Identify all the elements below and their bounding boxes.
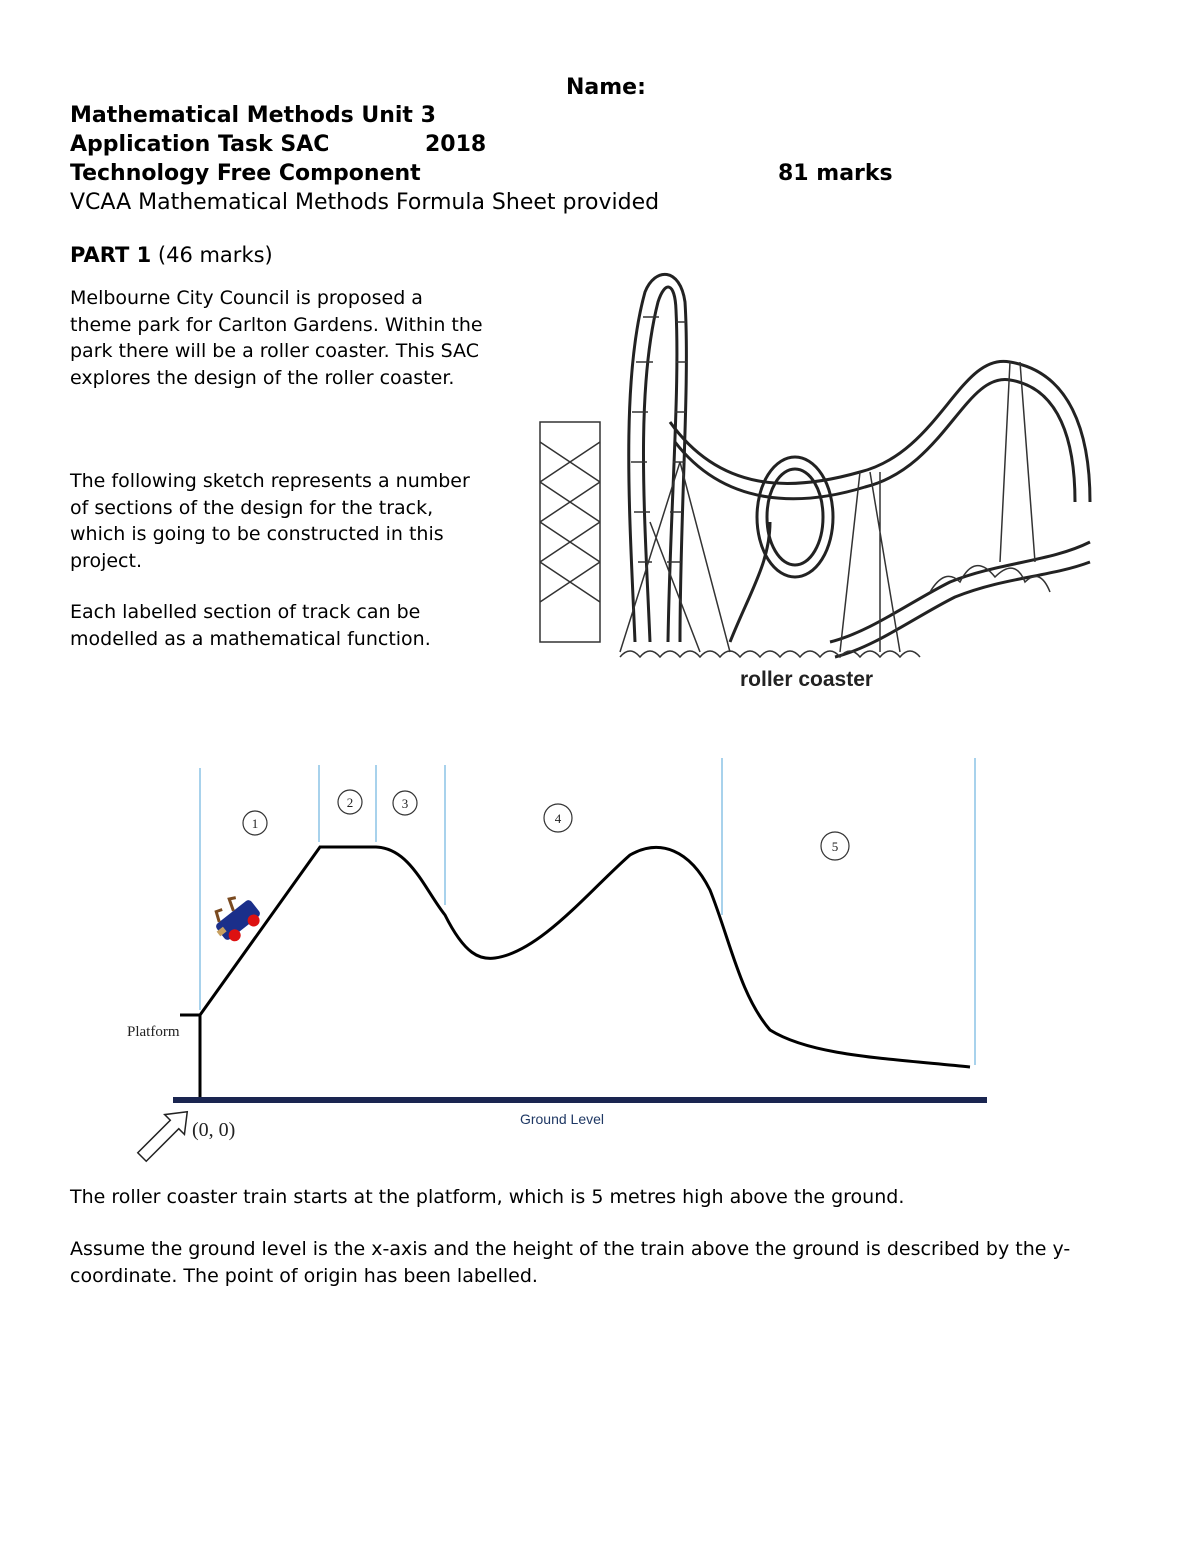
roller-coaster-illustration bbox=[530, 262, 1130, 662]
axis-assumption-text: Assume the ground level is the x-axis and the height of the train above the ground is described by the y-coordinate. The point of origin has been labelled. bbox=[70, 1238, 1071, 1287]
section-2-label: 2 bbox=[346, 795, 354, 810]
formula-sheet-note: VCAA Mathematical Methods Formula Sheet provided bbox=[70, 190, 660, 215]
title-year: 2018 bbox=[425, 132, 487, 157]
section-3-label: 3 bbox=[401, 796, 409, 811]
platform-label: Platform bbox=[127, 1024, 180, 1040]
section-5-label: 5 bbox=[831, 839, 839, 854]
part-title: PART 1 bbox=[70, 243, 152, 267]
origin-label: (0, 0) bbox=[192, 1119, 236, 1141]
title-task: Application Task SAC bbox=[70, 132, 330, 157]
title-component: Technology Free Component bbox=[70, 161, 421, 186]
illustration-caption: roller coaster bbox=[740, 668, 874, 691]
section-1-label: 1 bbox=[251, 816, 259, 831]
intro-paragraph-3: Each labelled section of track can be modelled as a mathematical function. bbox=[70, 601, 431, 650]
intro-paragraph-2: The following sketch represents a number of sections of the design for the track, which is going to be constructed in this project. bbox=[70, 470, 470, 572]
title-subject: Mathematical Methods Unit 3 bbox=[70, 103, 436, 128]
part-heading bbox=[70, 243, 273, 267]
name-label: Name: bbox=[566, 75, 646, 100]
ground-level-label: Ground Level bbox=[519, 1111, 605, 1127]
part-marks: (46 marks) bbox=[157, 243, 273, 267]
total-marks: 81 marks bbox=[778, 161, 893, 186]
track-curve bbox=[200, 847, 970, 1067]
origin-arrow-icon bbox=[132, 1102, 197, 1167]
track-diagram bbox=[0, 740, 1200, 1180]
intro-paragraph-1: Melbourne City Council is proposed a theme park for Carlton Gardens. Within the park there will be a roller coaster. This SAC explores the design of the roller coaster. bbox=[70, 287, 483, 389]
platform-height-text: The roller coaster train starts at the platform, which is 5 metres high above the ground. bbox=[70, 1186, 905, 1208]
section-4-label: 4 bbox=[554, 811, 562, 826]
